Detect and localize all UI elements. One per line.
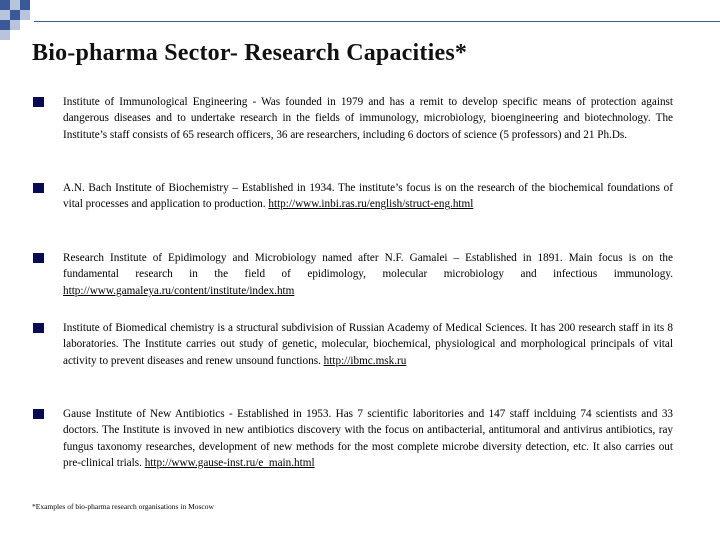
institute-description: - Was founded in 1979 and has a remit to develop specific means of protection against dangerous diseases and to undertake research in the fields of immunology, microbiology, bioengineering and biotechnology. The Institute’s staff consists of 65 research officers, 36 are researchers, including 6 doctors of science (5 professors) and 21 Ph.Ds. xyxy=(63,96,674,141)
bullet-square-icon xyxy=(33,97,44,107)
deco-square xyxy=(0,20,10,30)
slide-title: Bio-pharma Sector- Research Capacities* xyxy=(32,40,468,66)
decorative-header xyxy=(0,0,720,40)
deco-square xyxy=(10,0,20,10)
item-text xyxy=(63,320,673,369)
deco-square xyxy=(0,10,10,20)
institute-link[interactable]: http://www.gamaleya.ru/content/institute/index.htm xyxy=(63,284,295,297)
bullet-square-icon xyxy=(33,323,44,333)
institute-description: – Established in 1934. The institute’s focus is on the research of the biochemical foundations of vital processes and application to production. xyxy=(63,182,673,211)
item-text xyxy=(63,406,673,472)
institute-description: is a structural subdivision of Russian Academy of Medical Sciences. It has 200 research staff in its 8 laboratories. The Institute carries out study of genetic, molecular, biochemical, physiological and morphological principals of vital activity to prevent diseases and renew unsound functions. xyxy=(63,322,673,367)
deco-square xyxy=(0,30,10,40)
deco-square xyxy=(10,20,20,30)
footnote: *Examples of bio-pharma research organisations in Moscow xyxy=(32,502,214,511)
bullet-square-icon xyxy=(33,253,44,263)
institute-name: Institute of Immunological Engineering xyxy=(63,96,248,108)
institute-description: - Established in 1953. Has 7 scientific laboritories and 147 staff inclduing 74 scientists and 33 doctors. The Institute is invoved in new antibiotics discovery with the focus on antibacterial, antitumoral and antivirus antibiotics, ray fungus taxonomy researches, development of new methods for the most complete microbe diversity detection, etc. It also carries out pre-clinical trials. xyxy=(63,408,674,470)
institute-name: Research Institute of Epidimology and Microbiology named after N.F. Gamalei xyxy=(63,252,448,264)
institute-link[interactable]: http://ibmc.msk.ru xyxy=(323,354,407,367)
institute-link[interactable]: http://www.inbi.ras.ru/english/struct-eng.html xyxy=(268,198,474,211)
header-rule xyxy=(34,21,720,22)
deco-square xyxy=(10,10,20,20)
item-text xyxy=(63,180,673,213)
institute-name: A.N. Bach Institute of Biochemistry xyxy=(63,182,229,194)
institute-link[interactable]: http://www.gause-inst.ru/e_main.html xyxy=(144,457,315,470)
institute-name: Institute of Biomedical chemistry xyxy=(63,322,215,334)
bullet-square-icon xyxy=(33,183,44,193)
deco-square xyxy=(0,0,10,10)
item-text xyxy=(63,250,673,299)
item-text xyxy=(63,94,673,143)
institute-description: – Established in 1891. Main focus is on the fundamental research in the field of epidimology, molecular microbiology and infectious immunology. xyxy=(63,252,673,281)
deco-square xyxy=(20,0,30,10)
bullet-square-icon xyxy=(33,409,44,419)
institute-name: Gause Institute of New Antibiotics xyxy=(63,408,225,420)
deco-square xyxy=(20,10,30,20)
